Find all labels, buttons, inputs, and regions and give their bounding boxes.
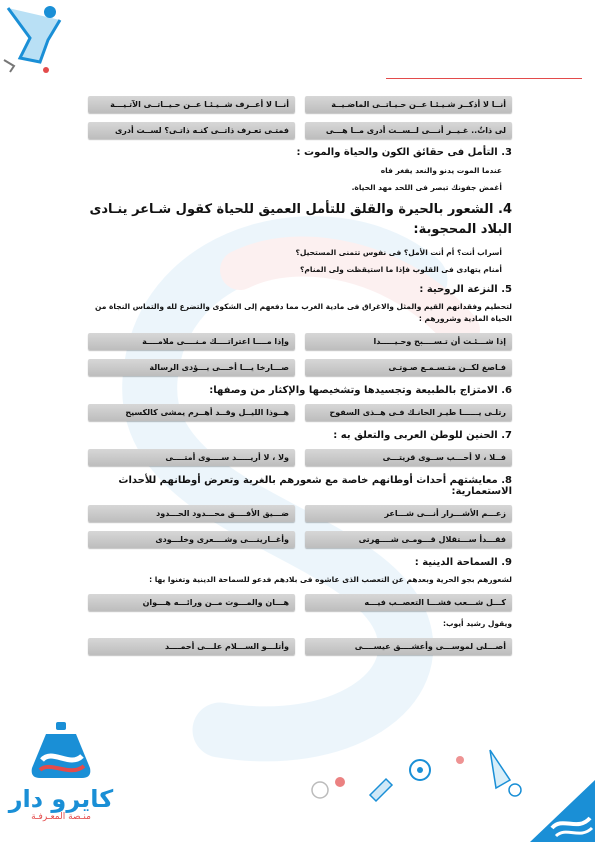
- section-number: 8.: [501, 475, 512, 486]
- science-doodles-icon: [300, 740, 530, 810]
- document-body: [88, 92, 512, 655]
- brand-logo: [6, 720, 116, 835]
- section-6-heading: [88, 385, 512, 396]
- verse-cell: أنــا لا أذكــر شـيـئـا عــن حـيـاتــى الماضـيــة: [305, 96, 512, 113]
- verse-cell: فـاصغ لكــن متـسـمـع صـوتـى: [305, 359, 512, 376]
- section-number: 7.: [501, 430, 512, 441]
- section-number: 4.: [498, 202, 512, 217]
- verse-line: أسراب أنت؟ أم أنت الأمل؟ فى نفوس تتمنى المستحيل؟: [295, 248, 502, 257]
- verse-row: [88, 449, 512, 466]
- verse-cell: لى ذاتٌ.. غـيــر أنـــى لــســت أدرى مــا هـــى: [305, 122, 512, 139]
- verse-cell: فمتـى تعـرف ذاتــى كنـه ذاتـى؟ لســت أدرى: [88, 122, 295, 139]
- brand-tagline: منـصة المعـرفـة: [31, 812, 91, 822]
- verse-row: [88, 333, 512, 350]
- verse-table-1: [88, 96, 512, 139]
- verse-row: [88, 122, 512, 139]
- header-divider: [386, 78, 582, 79]
- section-intro: لشعورهم بجو الحرية وبعدهم عن التعصب الذى عاشوه فى بلادهم فدعو للسماحة الدينية وتغنوا بها :: [149, 575, 512, 584]
- verse-row: [88, 96, 512, 113]
- section-3-heading: [88, 147, 512, 158]
- section-5-heading: [88, 284, 512, 295]
- section-intro: لتحطيم وفقدانهم القيم والمثل والاغراق فى مادية الغرب مما دفعهم إلى الشكوى والتضرع لله والتماس النجاة من الحياة المادية وشرورهم :: [94, 302, 512, 323]
- verse-table-9b: [88, 638, 512, 655]
- verse-cell: فــلا ، لا أحـــب ســوى قريتـــى: [305, 449, 512, 466]
- verse-row: [88, 505, 512, 522]
- verse-line: أغمض جفونك تبصر فى اللحد مهد الحياة.: [351, 183, 502, 192]
- flask-doodle-icon: [0, 0, 70, 75]
- section-number: 5.: [501, 284, 512, 295]
- verse-table-5: [88, 333, 512, 376]
- verse-table-6: [88, 404, 512, 421]
- verse-cell: أنــا لا أعــرف شــيـئـا عــن حـيــاتــى الآتـيـــة: [88, 96, 295, 113]
- verse-row: [88, 404, 512, 421]
- verse-line: عندما الموت يدنو والنعد يفغر فاه: [380, 166, 502, 175]
- verse-cell: زعـــم الأشـــرار أنـــى شـــاعر: [305, 505, 512, 522]
- verse-row: [88, 531, 512, 548]
- verse-cell: هـــان والمـــوت مــن ورائـــه هـــوان: [88, 594, 295, 611]
- verse-cell: صـــارخا يـــا أخـــى يـــؤدى الرسالة: [88, 359, 295, 376]
- section-number: 6.: [501, 385, 512, 396]
- section-title: الامتزاج بالطبيعة وتجسيدها وتشخيصها والإكثار من وصفها:: [209, 385, 498, 396]
- section-title: معايشتهم أحداث أوطانهم خاصة مع شعورهم بالغربة وتعرض أوطانهم للأحداث الاستعمارية:: [118, 475, 512, 497]
- verse-table-8: [88, 505, 512, 548]
- verse-table-7: [88, 449, 512, 466]
- verse-cell: ضـــيق الأفــــق محـــدود الحـــدود: [88, 505, 295, 522]
- section-number: 3.: [501, 147, 512, 158]
- brand-name: كايرو دار: [8, 785, 114, 813]
- verse-cell: ولا ، لا أريـــــد ســــوى أمتــــى: [88, 449, 295, 466]
- corner-brand-logo: [530, 770, 595, 842]
- brand-flask-icon: [26, 720, 96, 782]
- verse-cell: رتلـى يــــــا طيـر الحانـك فـى هــذى السفوح: [305, 404, 512, 421]
- section-title: التأمل فى حقائق الكون والحياة والموت :: [296, 147, 498, 158]
- verse-cell: أصـــلى لموســـى وأعشــــق عيســــى: [305, 638, 512, 655]
- section-8-heading: [88, 475, 512, 497]
- section-title: السماحة الدينية :: [414, 557, 498, 568]
- verse-row: [88, 638, 512, 655]
- verse-cell: هــوذا الليــل وقــد أهــرم يمشى كالكسيح: [88, 404, 295, 421]
- verse-cell: فقـــدأ ســـتقلال قـــومـى شــــهرتى: [305, 531, 512, 548]
- verse-row: [88, 594, 512, 611]
- section-number: 9.: [501, 557, 512, 568]
- section-4-heading: [88, 200, 512, 240]
- section-title: الحنين للوطن العربى والتعلق به :: [333, 430, 498, 441]
- verse-cell: كـــل شـــعب فشـــا التعصــب فيـــه: [305, 594, 512, 611]
- section-9-heading: [88, 557, 512, 568]
- section-7-heading: [88, 430, 512, 441]
- section-title: النزعة الروحية :: [419, 284, 498, 295]
- verse-line: أمنام يتهادى فى القلوب فإذا ما استيقظت ولى المنام؟: [300, 265, 502, 274]
- section-intro: ويقول رشيد أيوب:: [442, 619, 512, 628]
- verse-cell: وأغــارينـــى وشــــعرى وخلـــودى: [88, 531, 295, 548]
- section-title: الشعور بالحيرة والقلق للتأمل العميق للحياة كقول شـاعر ينـادى البلاد المحجوبة:: [89, 202, 512, 237]
- verse-row: [88, 359, 512, 376]
- verse-cell: وإذا مــــا اعتراتــــك مـنــــى ملامــــة: [88, 333, 295, 350]
- verse-table-9a: [88, 594, 512, 611]
- verse-cell: وأتلـــو الســـلام علـــى أحمــــد: [88, 638, 295, 655]
- verse-cell: إذا شـــئـت أن تـســــبح وحـيـــــدا: [305, 333, 512, 350]
